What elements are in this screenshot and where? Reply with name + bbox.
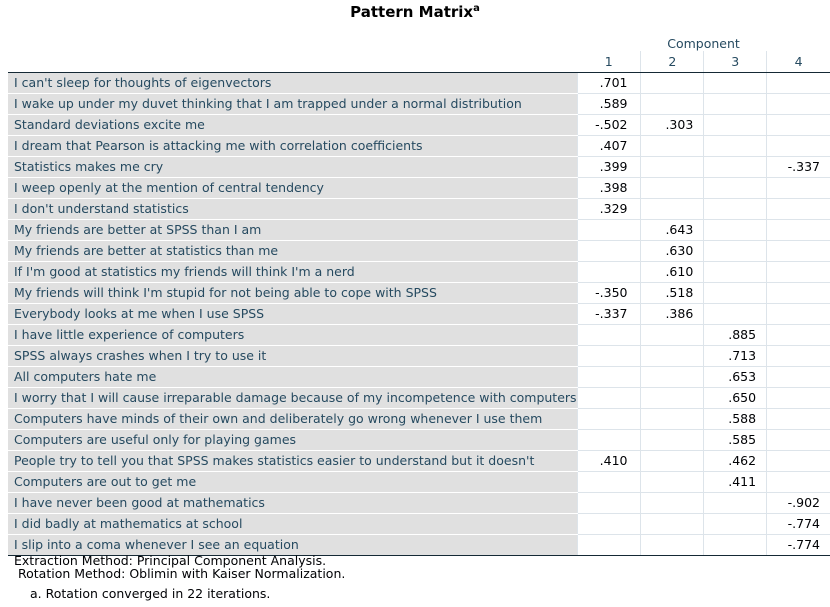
header-row-columns — [8, 51, 830, 72]
table-row — [8, 429, 830, 450]
loading-cell-component-2 — [641, 492, 704, 513]
table-row — [8, 534, 830, 555]
loading-cell-component-3 — [704, 198, 767, 219]
loading-cell-component-4: -.774 — [767, 534, 830, 555]
row-label: All computers hate me — [8, 366, 577, 387]
loading-cell-component-1 — [577, 408, 641, 429]
loading-cell-component-4 — [767, 261, 830, 282]
loading-cell-component-3 — [704, 156, 767, 177]
loading-cell-component-3: .585 — [704, 429, 767, 450]
loading-cell-component-3 — [704, 492, 767, 513]
loading-cell-component-1 — [577, 366, 641, 387]
loading-cell-component-2: .386 — [641, 303, 704, 324]
table-title: Pattern Matrix$^a$ — [350, 3, 480, 21]
loading-cell-component-1 — [577, 261, 641, 282]
loading-cell-component-4 — [767, 72, 830, 93]
loading-cell-component-4 — [767, 303, 830, 324]
table-row — [8, 261, 830, 282]
loading-cell-component-4 — [767, 282, 830, 303]
title-footnote-marker: a — [473, 3, 480, 14]
loading-cell-component-3: .411 — [704, 471, 767, 492]
loading-cell-component-4 — [767, 240, 830, 261]
row-label: I have never been good at mathematics — [8, 492, 577, 513]
table-row — [8, 177, 830, 198]
component-header: Component — [667, 36, 740, 51]
table-row — [8, 219, 830, 240]
loading-cell-component-4 — [767, 408, 830, 429]
loading-cell-component-1: .701 — [577, 72, 641, 93]
column-header-4: 4 — [767, 51, 830, 72]
table-row — [8, 72, 830, 93]
row-label: Computers have minds of their own and deliberately go wrong whenever I use them — [8, 408, 577, 429]
loading-cell-component-1 — [577, 387, 641, 408]
table-row — [8, 303, 830, 324]
loading-cell-component-3: .588 — [704, 408, 767, 429]
loading-cell-component-2 — [641, 534, 704, 555]
loading-cell-component-2 — [641, 93, 704, 114]
row-label: I slip into a coma whenever I see an equation — [8, 534, 577, 555]
loading-cell-component-3 — [704, 114, 767, 135]
loading-cell-component-2 — [641, 198, 704, 219]
loading-cell-component-3: .650 — [704, 387, 767, 408]
header-row-group — [8, 30, 830, 51]
row-label: I have little experience of computers — [8, 324, 577, 345]
loading-cell-component-4 — [767, 324, 830, 345]
rotation-method-note: Rotation Method: Oblimin with Kaiser Normalization. — [18, 566, 346, 581]
row-label: I did badly at mathematics at school — [8, 513, 577, 534]
loading-cell-component-3 — [704, 93, 767, 114]
loading-cell-component-2 — [641, 408, 704, 429]
loading-cell-component-3: .462 — [704, 450, 767, 471]
pattern-matrix-table — [8, 30, 830, 556]
loading-cell-component-1 — [577, 492, 641, 513]
loading-cell-component-2 — [641, 471, 704, 492]
loading-cell-component-2: .610 — [641, 261, 704, 282]
loading-cell-component-4 — [767, 93, 830, 114]
loading-cell-component-3 — [704, 135, 767, 156]
loading-cell-component-4: -.774 — [767, 513, 830, 534]
loading-cell-component-1 — [577, 534, 641, 555]
loading-cell-component-1: .407 — [577, 135, 641, 156]
loading-cell-component-1 — [577, 429, 641, 450]
loading-cell-component-2 — [641, 429, 704, 450]
loading-cell-component-4 — [767, 471, 830, 492]
loading-cell-component-4 — [767, 345, 830, 366]
loading-cell-component-3: .713 — [704, 345, 767, 366]
table-body — [8, 72, 830, 555]
loading-cell-component-2: .630 — [641, 240, 704, 261]
table-row — [8, 408, 830, 429]
table-row — [8, 135, 830, 156]
row-label: If I'm good at statistics my friends will think I'm a nerd — [8, 261, 577, 282]
loading-cell-component-2 — [641, 177, 704, 198]
row-label: I weep openly at the mention of central tendency — [8, 177, 577, 198]
loading-cell-component-4 — [767, 114, 830, 135]
row-label: People try to tell you that SPSS makes statistics easier to understand but it doesn't — [8, 450, 577, 471]
table-row — [8, 282, 830, 303]
loading-cell-component-2 — [641, 156, 704, 177]
loading-cell-component-4 — [767, 219, 830, 240]
table-row — [8, 387, 830, 408]
table-row — [8, 114, 830, 135]
loading-cell-component-1 — [577, 324, 641, 345]
row-label: Standard deviations excite me — [8, 114, 577, 135]
row-label: My friends are better at statistics than me — [8, 240, 577, 261]
loading-cell-component-4 — [767, 177, 830, 198]
table-row — [8, 471, 830, 492]
loading-cell-component-3 — [704, 261, 767, 282]
loading-cell-component-1: -.337 — [577, 303, 641, 324]
loading-cell-component-1 — [577, 513, 641, 534]
loading-cell-component-3: .653 — [704, 366, 767, 387]
loading-cell-component-4 — [767, 198, 830, 219]
loading-cell-component-1 — [577, 345, 641, 366]
loading-cell-component-4 — [767, 387, 830, 408]
loading-cell-component-1: .410 — [577, 450, 641, 471]
table-row — [8, 345, 830, 366]
row-label: I don't understand statistics — [8, 198, 577, 219]
loading-cell-component-2 — [641, 450, 704, 471]
table-row — [8, 240, 830, 261]
loading-cell-component-4 — [767, 135, 830, 156]
loading-cell-component-1: .398 — [577, 177, 641, 198]
loading-cell-component-1 — [577, 219, 641, 240]
loading-cell-component-3 — [704, 240, 767, 261]
row-label: I wake up under my duvet thinking that I am trapped under a normal distribution — [8, 93, 577, 114]
loading-cell-component-3 — [704, 282, 767, 303]
table-row — [8, 450, 830, 471]
table-row — [8, 513, 830, 534]
loading-cell-component-1: .399 — [577, 156, 641, 177]
loading-cell-component-1: .589 — [577, 93, 641, 114]
loading-cell-component-2 — [641, 513, 704, 534]
loading-cell-component-3 — [704, 219, 767, 240]
table-row — [8, 492, 830, 513]
loading-cell-component-4: -.902 — [767, 492, 830, 513]
loading-cell-component-1 — [577, 240, 641, 261]
loading-cell-component-3 — [704, 513, 767, 534]
loading-cell-component-2 — [641, 72, 704, 93]
loading-cell-component-1: -.350 — [577, 282, 641, 303]
loading-cell-component-1 — [577, 471, 641, 492]
row-label: I can't sleep for thoughts of eigenvectors — [8, 72, 577, 93]
loading-cell-component-3: .885 — [704, 324, 767, 345]
row-label: I dream that Pearson is attacking me with correlation coefficients — [8, 135, 577, 156]
row-label: Computers are out to get me — [8, 471, 577, 492]
loading-cell-component-2: .303 — [641, 114, 704, 135]
column-header-3: 3 — [704, 51, 767, 72]
loading-cell-component-3 — [704, 303, 767, 324]
column-header-2: 2 — [641, 51, 704, 72]
loading-cell-component-4 — [767, 429, 830, 450]
table-row — [8, 156, 830, 177]
table-row — [8, 324, 830, 345]
row-label: I worry that I will cause irreparable damage because of my incompetence with computers — [8, 387, 577, 408]
row-label: My friends will think I'm stupid for not being able to cope with SPSS — [8, 282, 577, 303]
table-row — [8, 93, 830, 114]
row-label: Computers are useful only for playing games — [8, 429, 577, 450]
row-label: SPSS always crashes when I try to use it — [8, 345, 577, 366]
loading-cell-component-2 — [641, 345, 704, 366]
loading-cell-component-4 — [767, 450, 830, 471]
loading-cell-component-3 — [704, 177, 767, 198]
row-label: Statistics makes me cry — [8, 156, 577, 177]
row-label: My friends are better at SPSS than I am — [8, 219, 577, 240]
row-label: Everybody looks at me when I use SPSS — [8, 303, 577, 324]
loading-cell-component-4 — [767, 366, 830, 387]
extraction-method-note: Extraction Method: Principal Component Analysis. — [14, 553, 327, 568]
table-row — [8, 366, 830, 387]
loading-cell-component-2 — [641, 366, 704, 387]
loading-cell-component-2 — [641, 387, 704, 408]
loading-cell-component-1: -.502 — [577, 114, 641, 135]
loading-cell-component-1: .329 — [577, 198, 641, 219]
loading-cell-component-3 — [704, 534, 767, 555]
loading-cell-component-2 — [641, 135, 704, 156]
loading-cell-component-2: .643 — [641, 219, 704, 240]
column-header-1: 1 — [577, 51, 641, 72]
loading-cell-component-4: -.337 — [767, 156, 830, 177]
loading-cell-component-2 — [641, 324, 704, 345]
loading-cell-component-2: .518 — [641, 282, 704, 303]
loading-cell-component-3 — [704, 72, 767, 93]
footnote-a: a. Rotation converged in 22 iterations. — [30, 586, 271, 601]
table-row — [8, 198, 830, 219]
